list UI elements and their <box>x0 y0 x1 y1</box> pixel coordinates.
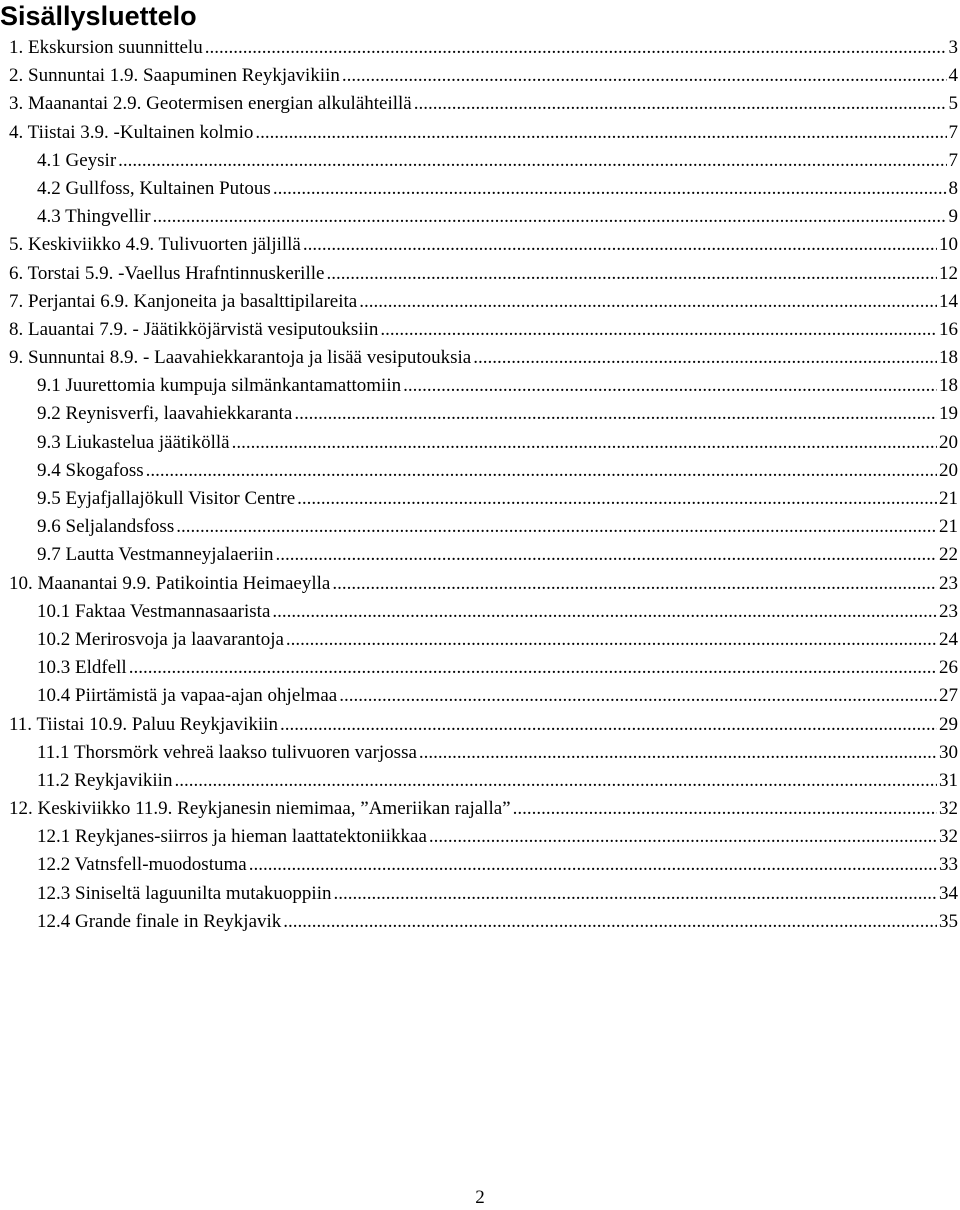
toc-entry-title: 6. Torstai 5.9. -Vaellus Hrafntinnuskerille <box>9 260 324 288</box>
dot-leader <box>297 485 937 513</box>
toc-entry-title: 12.4 Grande finale in Reykjavik <box>37 908 281 936</box>
toc-entry[interactable] <box>0 90 960 118</box>
toc-entry-page-number: 23 <box>939 598 960 626</box>
toc-entry-title: 7. Perjantai 6.9. Kanjoneita ja basalttipilareita <box>9 288 357 316</box>
dot-leader <box>332 570 937 598</box>
dot-leader <box>294 400 937 428</box>
toc-entry-page-number: 35 <box>939 908 960 936</box>
dot-leader <box>380 316 937 344</box>
toc-entry-page-number: 34 <box>939 880 960 908</box>
dot-leader <box>272 598 937 626</box>
toc-entry[interactable] <box>0 711 960 739</box>
toc-entry[interactable] <box>0 485 960 513</box>
toc-entry-title: 4.3 Thingvellir <box>37 203 151 231</box>
toc-entry-title: 12.3 Siniseltä laguunilta mutakuoppiin <box>37 880 331 908</box>
toc-entry-title: 4. Tiistai 3.9. -Kultainen kolmio <box>9 119 253 147</box>
dot-leader <box>118 147 946 175</box>
dot-leader <box>414 90 947 118</box>
toc-entry[interactable] <box>0 62 960 90</box>
dot-leader <box>280 711 937 739</box>
toc-entry-title: 11.1 Thorsmörk vehreä laakso tulivuoren varjossa <box>37 739 417 767</box>
dot-leader <box>255 119 946 147</box>
toc-entry[interactable] <box>0 908 960 936</box>
toc-entry[interactable] <box>0 372 960 400</box>
dot-leader <box>176 513 937 541</box>
toc-entry-page-number: 20 <box>939 429 960 457</box>
toc-entry[interactable] <box>0 851 960 879</box>
toc-entry-title: 11.2 Reykjavikiin <box>37 767 172 795</box>
dot-leader <box>473 344 937 372</box>
toc-entry-page-number: 9 <box>949 203 960 231</box>
toc-entry[interactable] <box>0 288 960 316</box>
toc-entry[interactable] <box>0 175 960 203</box>
dot-leader <box>205 34 947 62</box>
toc-entry-page-number: 18 <box>939 372 960 400</box>
toc-entry[interactable] <box>0 344 960 372</box>
toc-entry-page-number: 33 <box>939 851 960 879</box>
toc-entry-title: 10.2 Merirosvoja ja laavarantoja <box>37 626 284 654</box>
toc-entry-page-number: 8 <box>949 175 960 203</box>
toc-entry[interactable] <box>0 316 960 344</box>
toc-entry-page-number: 27 <box>939 682 960 710</box>
toc-entry-page-number: 20 <box>939 457 960 485</box>
toc-entry-page-number: 18 <box>939 344 960 372</box>
toc-entry-page-number: 19 <box>939 400 960 428</box>
dot-leader <box>153 203 947 231</box>
toc-entry-page-number: 7 <box>949 119 960 147</box>
dot-leader <box>303 231 937 259</box>
toc-entry-title: 10. Maanantai 9.9. Patikointia Heimaeylla <box>9 570 330 598</box>
dot-leader <box>342 62 947 90</box>
toc-entry[interactable] <box>0 203 960 231</box>
toc-entry-title: 4.1 Geysir <box>37 147 116 175</box>
toc-entry-page-number: 23 <box>939 570 960 598</box>
page-title: Sisällysluettelo <box>0 0 197 32</box>
toc-entry-title: 9.1 Juurettomia kumpuja silmänkantamattomiin <box>37 372 401 400</box>
dot-leader <box>232 429 937 457</box>
toc-entry-title: 10.1 Faktaa Vestmannasaarista <box>37 598 270 626</box>
dot-leader <box>419 739 937 767</box>
toc-entry-title: 9.5 Eyjafjallajökull Visitor Centre <box>37 485 295 513</box>
toc-entry[interactable] <box>0 682 960 710</box>
dot-leader <box>146 457 937 485</box>
toc-entry-page-number: 24 <box>939 626 960 654</box>
toc-entry-page-number: 5 <box>949 90 960 118</box>
toc-entry-title: 4.2 Gullfoss, Kultainen Putous <box>37 175 271 203</box>
toc-entry[interactable] <box>0 598 960 626</box>
toc-entry-page-number: 12 <box>939 260 960 288</box>
dot-leader <box>249 851 937 879</box>
toc-entry[interactable] <box>0 34 960 62</box>
dot-leader <box>326 260 937 288</box>
dot-leader <box>359 288 937 316</box>
toc-entry-page-number: 10 <box>939 231 960 259</box>
toc-entry-title: 8. Lauantai 7.9. - Jäätikköjärvistä vesiputouksiin <box>9 316 378 344</box>
toc-entry-page-number: 7 <box>949 147 960 175</box>
toc-entry-title: 9.7 Lautta Vestmanneyjalaeriin <box>37 541 274 569</box>
toc-entry-title: 1. Ekskursion suunnittelu <box>9 34 203 62</box>
toc-entry-title: 9.4 Skogafoss <box>37 457 144 485</box>
page-number-footer: 2 <box>0 1186 960 1210</box>
toc-entry-title: 10.3 Eldfell <box>37 654 127 682</box>
toc-entry-title: 12. Keskiviikko 11.9. Reykjanesin niemimaa, ”Ameriikan rajalla” <box>9 795 511 823</box>
toc-entry-title: 9.2 Reynisverfi, laavahiekkaranta <box>37 400 292 428</box>
dot-leader <box>276 541 937 569</box>
toc-entry-title: 9.6 Seljalandsfoss <box>37 513 174 541</box>
toc-entry-page-number: 26 <box>939 654 960 682</box>
dot-leader <box>129 654 937 682</box>
toc-entry-title: 12.2 Vatnsfell-muodostuma <box>37 851 247 879</box>
toc-entry[interactable] <box>0 513 960 541</box>
toc-entry[interactable] <box>0 429 960 457</box>
toc-entry-page-number: 4 <box>949 62 960 90</box>
dot-leader <box>286 626 937 654</box>
toc-entry-page-number: 31 <box>939 767 960 795</box>
toc-entry-title: 5. Keskiviikko 4.9. Tulivuorten jäljillä <box>9 231 301 259</box>
dot-leader <box>333 880 937 908</box>
toc-entry-title: 9. Sunnuntai 8.9. - Laavahiekkarantoja ja lisää vesiputouksia <box>9 344 471 372</box>
toc-entry-page-number: 22 <box>939 541 960 569</box>
toc-entry-page-number: 14 <box>939 288 960 316</box>
toc-entry-page-number: 32 <box>939 795 960 823</box>
toc-entry[interactable] <box>0 739 960 767</box>
table-of-contents <box>0 34 960 936</box>
toc-entry-page-number: 29 <box>939 711 960 739</box>
toc-entry[interactable] <box>0 626 960 654</box>
toc-entry-page-number: 21 <box>939 513 960 541</box>
toc-entry[interactable] <box>0 795 960 823</box>
toc-entry[interactable] <box>0 654 960 682</box>
toc-entry-page-number: 32 <box>939 823 960 851</box>
toc-entry[interactable] <box>0 231 960 259</box>
dot-leader <box>174 767 937 795</box>
dot-leader <box>429 823 937 851</box>
toc-entry-title: 11. Tiistai 10.9. Paluu Reykjavikiin <box>9 711 278 739</box>
toc-entry-title: 10.4 Piirtämistä ja vapaa-ajan ohjelmaa <box>37 682 337 710</box>
toc-entry[interactable] <box>0 147 960 175</box>
toc-entry[interactable] <box>0 823 960 851</box>
toc-entry-title: 12.1 Reykjanes-siirros ja hieman laattatektoniikkaa <box>37 823 427 851</box>
dot-leader <box>283 908 937 936</box>
toc-entry[interactable] <box>0 880 960 908</box>
toc-entry-title: 3. Maanantai 2.9. Geotermisen energian alkulähteillä <box>9 90 412 118</box>
toc-entry[interactable] <box>0 570 960 598</box>
toc-entry-page-number: 3 <box>949 34 960 62</box>
toc-entry-page-number: 21 <box>939 485 960 513</box>
toc-entry-page-number: 16 <box>939 316 960 344</box>
toc-entry[interactable] <box>0 541 960 569</box>
dot-leader <box>339 682 937 710</box>
toc-entry-title: 2. Sunnuntai 1.9. Saapuminen Reykjavikiin <box>9 62 340 90</box>
toc-entry[interactable] <box>0 767 960 795</box>
toc-entry[interactable] <box>0 400 960 428</box>
dot-leader <box>273 175 947 203</box>
toc-entry[interactable] <box>0 119 960 147</box>
toc-entry-title: 9.3 Liukastelua jäätiköllä <box>37 429 230 457</box>
toc-entry[interactable] <box>0 457 960 485</box>
dot-leader <box>513 795 937 823</box>
toc-entry[interactable] <box>0 260 960 288</box>
toc-entry-page-number: 30 <box>939 739 960 767</box>
dot-leader <box>403 372 937 400</box>
